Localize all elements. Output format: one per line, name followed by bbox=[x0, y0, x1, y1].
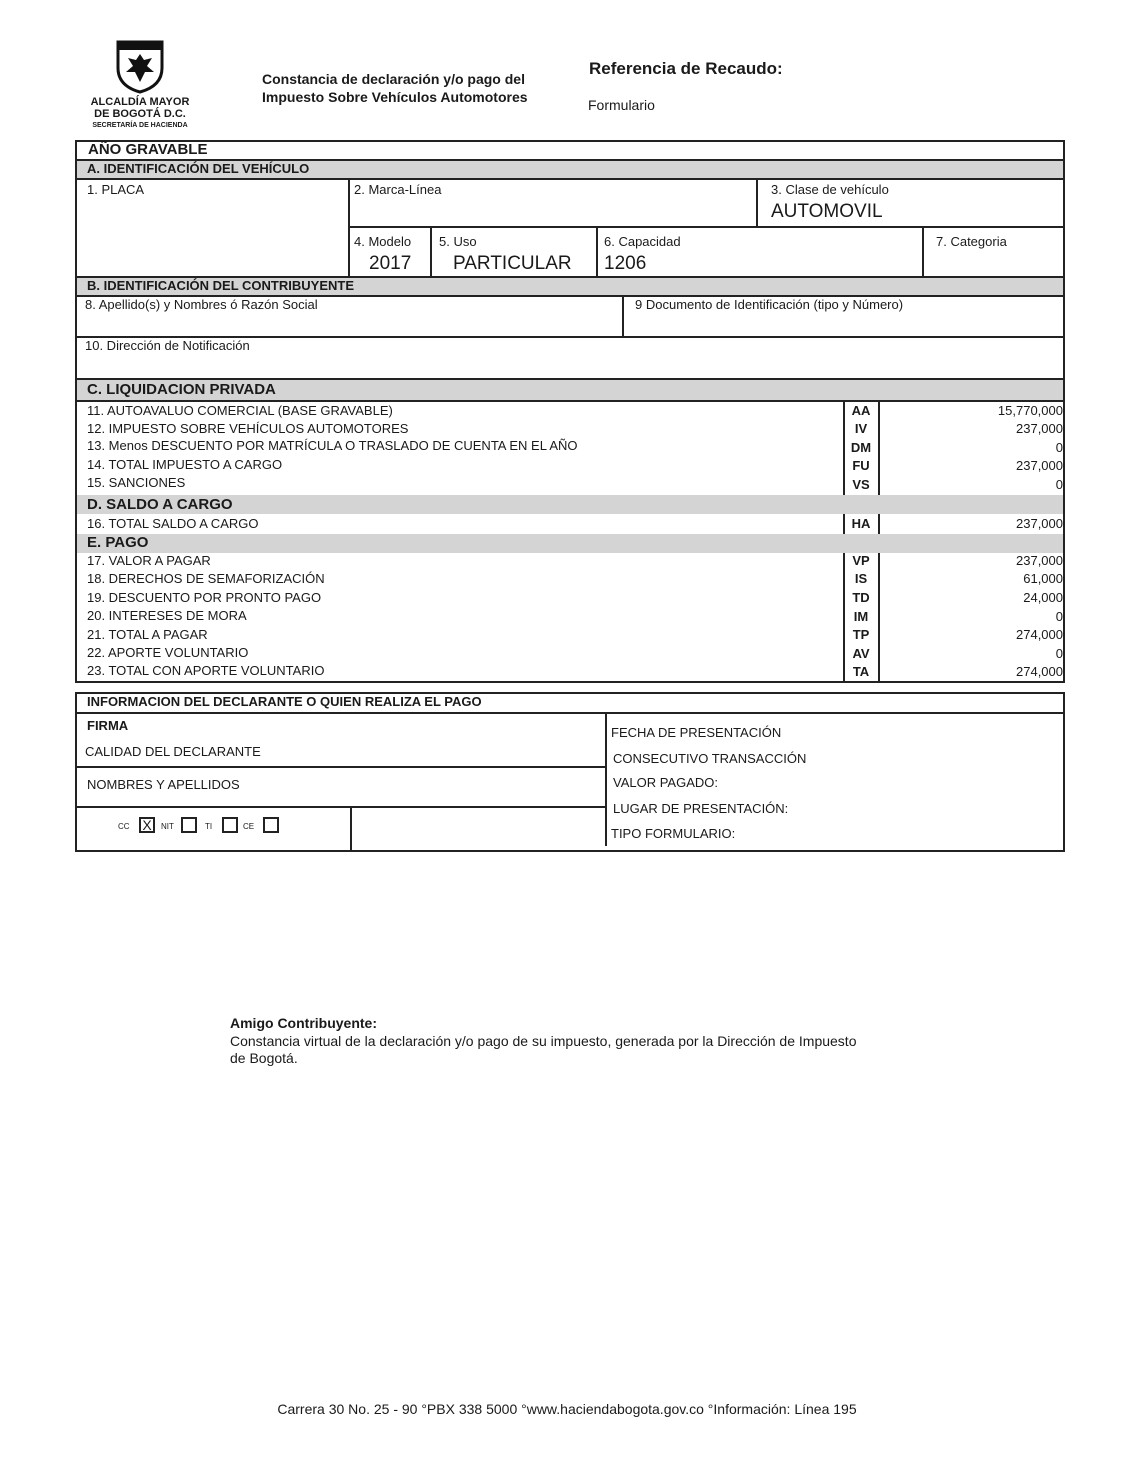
row-13-code: DM bbox=[850, 440, 872, 455]
year-label: AÑO GRAVABLE bbox=[88, 141, 208, 158]
form-type-label: TIPO FORMULARIO: bbox=[611, 826, 736, 841]
vehicle-class-value: AUTOMOVIL bbox=[771, 201, 883, 222]
doc-type-ti-label: TI bbox=[205, 822, 213, 831]
use-label: 5. Uso bbox=[439, 234, 477, 249]
vehicle-class-label: 3. Clase de vehículo bbox=[771, 182, 889, 197]
logo-line-3: SECRETARÍA DE HACIENDA bbox=[92, 122, 188, 129]
row-16-code: HA bbox=[851, 516, 871, 531]
names-label: NOMBRES Y APELLIDOS bbox=[87, 777, 240, 792]
section-d-title: D. SALDO A CARGO bbox=[87, 496, 233, 513]
row-21-code: TP bbox=[852, 627, 870, 642]
row-14-label: 14. TOTAL IMPUESTO A CARGO bbox=[87, 457, 283, 472]
row-18-label: 18. DERECHOS DE SEMAFORIZACIÓN bbox=[87, 571, 325, 586]
presentation-date-label: FECHA DE PRESENTACIÓN bbox=[611, 725, 782, 740]
row-17-code: VP bbox=[852, 553, 870, 568]
row-11-value: 15,770,000 bbox=[997, 403, 1063, 418]
transaction-number-label: CONSECUTIVO TRANSACCIÓN bbox=[613, 751, 807, 766]
row-20-code: IM bbox=[853, 609, 869, 624]
logo-line-2: DE BOGOTÁ D.C. bbox=[94, 108, 186, 120]
reference-label: Referencia de Recaudo: bbox=[589, 59, 783, 78]
row-21-label: 21. TOTAL A PAGAR bbox=[87, 627, 208, 642]
form-number-label: Formulario bbox=[588, 97, 655, 113]
category-label: 7. Categoria bbox=[936, 234, 1007, 249]
doc-type-ti-checkbox[interactable] bbox=[222, 817, 238, 833]
model-label: 4. Modelo bbox=[354, 234, 412, 249]
doc-type-cc-label: CC bbox=[118, 822, 130, 831]
row-19-value: 24,000 bbox=[1023, 590, 1063, 605]
row-20-value: 0 bbox=[1055, 609, 1063, 624]
section-e-bar bbox=[77, 534, 1063, 553]
signature-label: FIRMA bbox=[87, 718, 129, 733]
section-a-title: A. IDENTIFICACIÓN DEL VEHÍCULO bbox=[87, 161, 310, 176]
checkbox-mark: X bbox=[142, 817, 152, 833]
plate-label: 1. PLACA bbox=[87, 182, 145, 197]
doc-type-nit-label: NIT bbox=[161, 822, 174, 831]
form-title-line-2: Impuesto Sobre Vehículos Automotores bbox=[262, 89, 528, 105]
row-19-code: TD bbox=[852, 590, 870, 605]
logo-line-1: ALCALDÍA MAYOR bbox=[90, 96, 190, 108]
row-23-value: 274,000 bbox=[1016, 664, 1063, 679]
capacity-value: 1206 bbox=[604, 253, 647, 274]
row-19-label: 19. DESCUENTO POR PRONTO PAGO bbox=[87, 590, 322, 605]
row-20-label: 20. INTERESES DE MORA bbox=[87, 608, 247, 623]
bogota-logo bbox=[88, 38, 192, 132]
taxpayer-name-label: 8. Apellido(s) y Nombres ó Razón Social bbox=[85, 297, 318, 312]
notice-heading: Amigo Contribuyente: bbox=[230, 1015, 377, 1031]
row-15-code: VS bbox=[852, 477, 870, 492]
row-14-value: 237,000 bbox=[1016, 458, 1063, 473]
row-22-label: 22. APORTE VOLUNTARIO bbox=[87, 645, 249, 660]
row-15-label: 15. SANCIONES bbox=[87, 475, 186, 490]
row-22-value: 0 bbox=[1055, 646, 1063, 661]
row-11-label: 11. AUTOAVALUO COMERCIAL (BASE GRAVABLE) bbox=[87, 403, 393, 418]
capacity-label: 6. Capacidad bbox=[604, 234, 681, 249]
row-11-code: AA bbox=[851, 403, 871, 418]
row-18-value: 61,000 bbox=[1023, 571, 1063, 586]
section-e-title: E. PAGO bbox=[87, 534, 149, 551]
row-13-label: 13. Menos DESCUENTO POR MATRÍCULA O TRASLADO DE CUENTA EN EL AÑO bbox=[87, 438, 578, 453]
section-b-title: B. IDENTIFICACIÓN DEL CONTRIBUYENTE bbox=[87, 278, 354, 293]
doc-type-ce-checkbox[interactable] bbox=[263, 817, 279, 833]
brand-label: 2. Marca-Línea bbox=[354, 182, 442, 197]
row-23-code: TA bbox=[852, 664, 870, 679]
footer-contact: Carrera 30 No. 25 - 90 °PBX 338 5000 °www.haciendabogota.gov.co °Información: Línea 195 bbox=[277, 1401, 857, 1417]
row-13-value: 0 bbox=[1055, 440, 1063, 455]
address-label: 10. Dirección de Notificación bbox=[85, 338, 250, 353]
row-15-value: 0 bbox=[1055, 477, 1063, 492]
row-14-code: FU bbox=[852, 458, 870, 473]
doc-type-nit-checkbox[interactable] bbox=[181, 817, 197, 833]
row-18-code: IS bbox=[854, 571, 868, 586]
row-22-code: AV bbox=[852, 646, 870, 661]
doc-type-ce-label: CE bbox=[243, 822, 255, 831]
row-12-label: 12. IMPUESTO SOBRE VEHÍCULOS AUTOMOTORES bbox=[87, 421, 409, 436]
row-16-value: 237,000 bbox=[1016, 516, 1063, 531]
row-16-label: 16. TOTAL SALDO A CARGO bbox=[87, 516, 259, 531]
declarant-quality-label: CALIDAD DEL DECLARANTE bbox=[85, 744, 261, 759]
doc-type-cc-checkbox[interactable] bbox=[139, 817, 155, 833]
form-title-line-1: Constancia de declaración y/o pago del bbox=[262, 71, 525, 87]
row-21-value: 274,000 bbox=[1016, 627, 1063, 642]
coat-of-arms-icon bbox=[114, 38, 166, 94]
row-12-value: 237,000 bbox=[1016, 421, 1063, 436]
amount-paid-label: VALOR PAGADO: bbox=[613, 775, 718, 790]
presentation-place-label: LUGAR DE PRESENTACIÓN: bbox=[613, 801, 789, 816]
row-17-label: 17. VALOR A PAGAR bbox=[87, 553, 211, 568]
row-23-label: 23. TOTAL CON APORTE VOLUNTARIO bbox=[87, 663, 325, 678]
use-value: PARTICULAR bbox=[453, 253, 572, 274]
row-12-code: IV bbox=[854, 421, 868, 436]
model-value: 2017 bbox=[369, 253, 412, 274]
notice-body-line-1: Constancia virtual de la declaración y/o pago de su impuesto, generada por la Dirección de Impuesto bbox=[230, 1033, 857, 1049]
declarant-title: INFORMACION DEL DECLARANTE O QUIEN REALIZA EL PAGO bbox=[87, 694, 482, 709]
id-document-label: 9 Documento de Identificación (tipo y Número) bbox=[635, 297, 904, 312]
section-c-title: C. LIQUIDACION PRIVADA bbox=[87, 381, 276, 398]
notice-body-line-2: de Bogotá. bbox=[230, 1050, 298, 1066]
row-17-value: 237,000 bbox=[1016, 553, 1063, 568]
